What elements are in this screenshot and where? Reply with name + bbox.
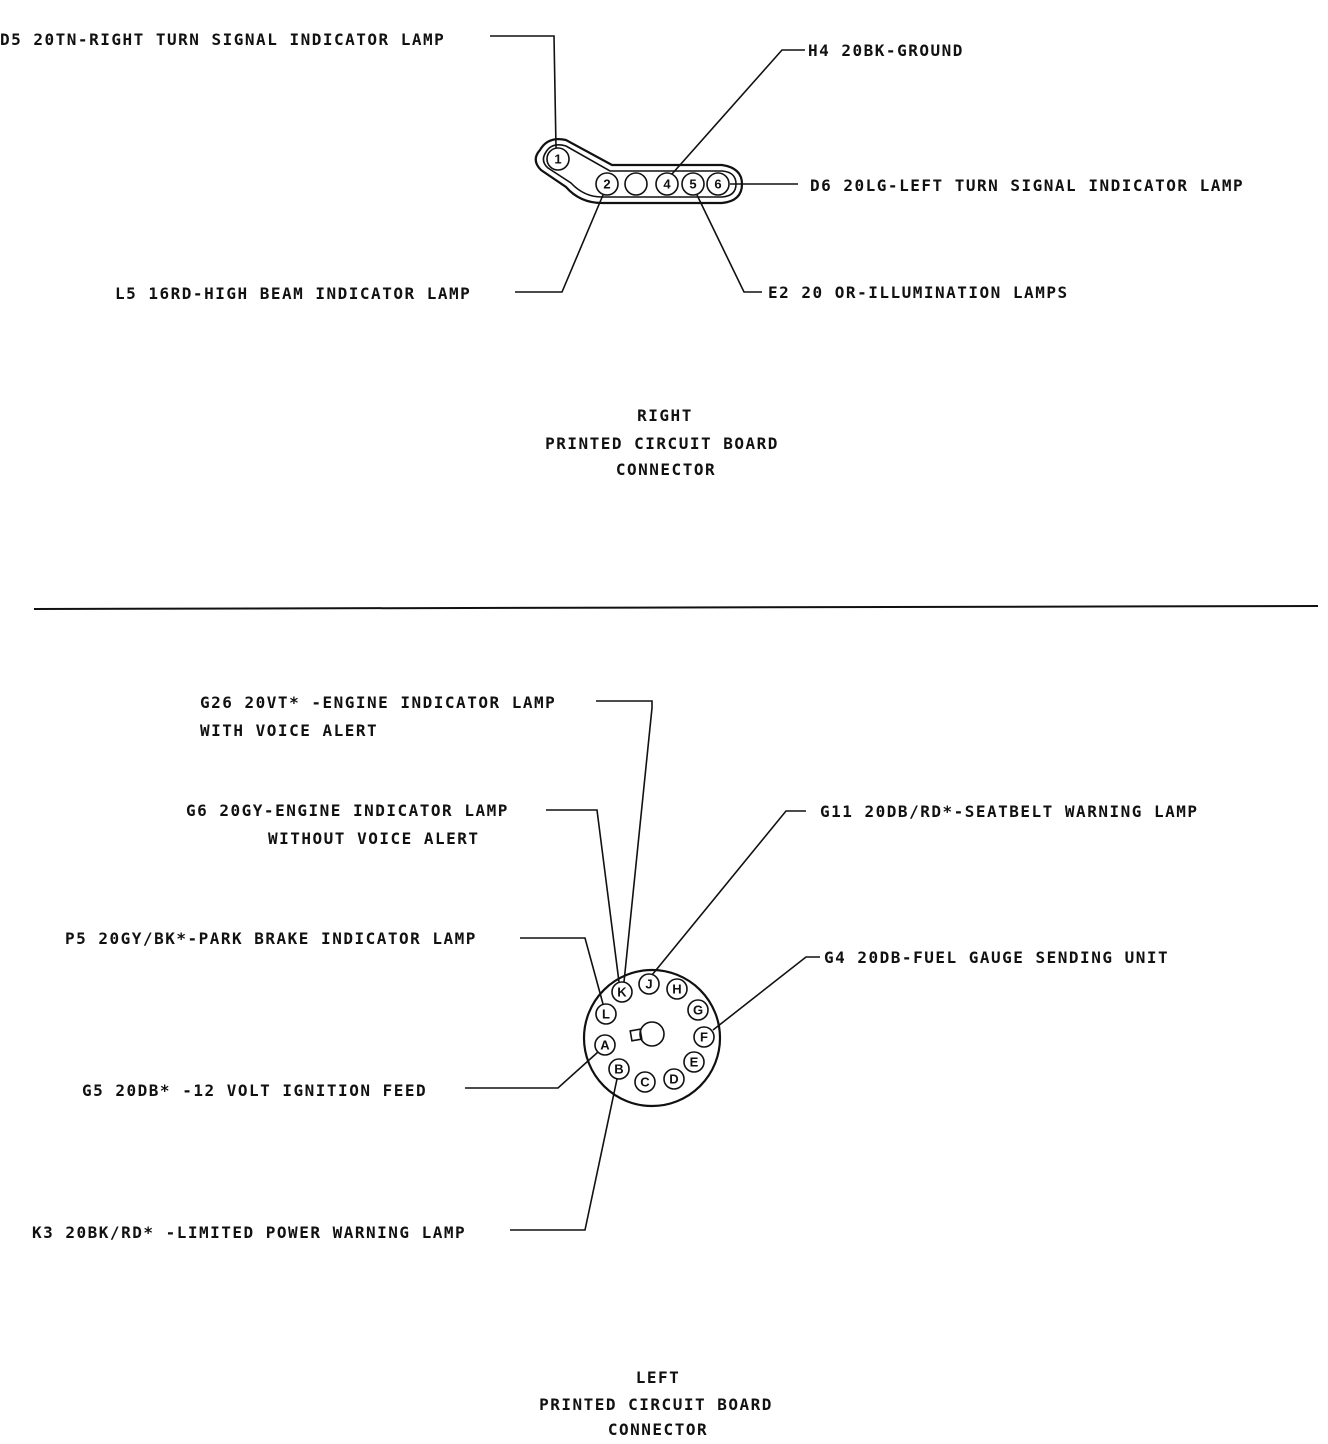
pin-B bbox=[609, 1059, 629, 1079]
label-g11: G11 20DB/RD*-SEATBELT WARNING LAMP bbox=[820, 802, 1199, 821]
pin-L-label: L bbox=[602, 1006, 610, 1022]
pin-3-empty bbox=[625, 173, 647, 195]
section-divider bbox=[34, 606, 1318, 609]
leader-k3 bbox=[510, 1079, 617, 1230]
left-title-line-3: CONNECTOR bbox=[607, 1420, 709, 1439]
pin-2-label: 2 bbox=[603, 176, 611, 192]
pin-B-label: B bbox=[614, 1061, 624, 1077]
label-g26-line-2: WITH VOICE ALERT bbox=[200, 721, 379, 740]
pin-G-label: G bbox=[692, 1002, 704, 1018]
pin-2 bbox=[596, 173, 618, 195]
leader-g4 bbox=[713, 957, 820, 1030]
leader-pin-4 bbox=[672, 50, 805, 174]
leader-g26 bbox=[596, 701, 652, 982]
left-connector bbox=[32, 693, 1199, 1439]
pin-4-label: 4 bbox=[663, 176, 671, 192]
pin-J-label: J bbox=[645, 976, 653, 992]
label-g5: G5 20DB* -12 VOLT IGNITION FEED bbox=[82, 1081, 428, 1100]
label-g6-line-1: G6 20GY-ENGINE INDICATOR LAMP bbox=[186, 801, 509, 820]
pin-5 bbox=[682, 173, 704, 195]
pin-G bbox=[688, 1000, 708, 1020]
label-pin-5: E2 20 OR-ILLUMINATION LAMPS bbox=[768, 283, 1069, 302]
leader-g5 bbox=[465, 1052, 598, 1088]
pin-E bbox=[684, 1052, 704, 1072]
label-pin-2: L5 16RD-HIGH BEAM INDICATOR LAMP bbox=[115, 284, 472, 303]
leader-pin-5 bbox=[697, 195, 762, 292]
pin-K bbox=[612, 982, 632, 1002]
right-title-line-1: RIGHT bbox=[637, 406, 693, 425]
pin-H-label: H bbox=[672, 981, 682, 997]
leader-pin-1 bbox=[490, 36, 556, 148]
pin-1 bbox=[547, 148, 569, 170]
label-pin-1: D5 20TN-RIGHT TURN SIGNAL INDICATOR LAMP bbox=[0, 30, 446, 49]
pin-H bbox=[667, 979, 687, 999]
left-title-line-2: PRINTED CIRCUIT BOARD bbox=[539, 1395, 773, 1414]
right-connector-inner-body bbox=[543, 145, 736, 197]
pin-F-label: F bbox=[700, 1029, 708, 1045]
label-pin-6: D6 20LG-LEFT TURN SIGNAL INDICATOR LAMP bbox=[810, 176, 1245, 195]
pin-L bbox=[596, 1004, 616, 1024]
center-post bbox=[640, 1022, 664, 1046]
pin-C bbox=[635, 1072, 655, 1092]
pin-4 bbox=[656, 173, 678, 195]
label-g6-line-2: WITHOUT VOICE ALERT bbox=[268, 829, 480, 848]
label-p5: P5 20GY/BK*-PARK BRAKE INDICATOR LAMP bbox=[65, 929, 477, 948]
pin-6 bbox=[707, 173, 729, 195]
leader-pin-2 bbox=[515, 195, 603, 292]
label-g4: G4 20DB-FUEL GAUGE SENDING UNIT bbox=[824, 948, 1170, 967]
pin-D-label: D bbox=[669, 1071, 679, 1087]
right-title-line-2: PRINTED CIRCUIT BOARD bbox=[545, 434, 779, 453]
pin-F bbox=[694, 1027, 714, 1047]
pin-E-label: E bbox=[689, 1054, 699, 1070]
pin-C-label: C bbox=[640, 1074, 650, 1090]
left-title-line-1: LEFT bbox=[635, 1368, 681, 1387]
pin-K-label: K bbox=[617, 984, 627, 1000]
pin-A-label: A bbox=[600, 1037, 610, 1053]
pin-D bbox=[664, 1069, 684, 1089]
right-connector bbox=[0, 30, 1244, 479]
pin-1-label: 1 bbox=[554, 151, 562, 167]
pin-J bbox=[639, 974, 659, 994]
leader-g11 bbox=[652, 811, 806, 975]
label-k3: K3 20BK/RD* -LIMITED POWER WARNING LAMP bbox=[32, 1223, 467, 1242]
leader-g6 bbox=[546, 810, 619, 982]
right-title-line-3: CONNECTOR bbox=[615, 460, 717, 479]
pin-5-label: 5 bbox=[689, 176, 697, 192]
label-g26-line-1: G26 20VT* -ENGINE INDICATOR LAMP bbox=[200, 693, 557, 712]
leader-p5 bbox=[520, 938, 603, 1004]
pin-6-label: 6 bbox=[714, 176, 722, 192]
label-pin-4: H4 20BK-GROUND bbox=[808, 41, 964, 60]
